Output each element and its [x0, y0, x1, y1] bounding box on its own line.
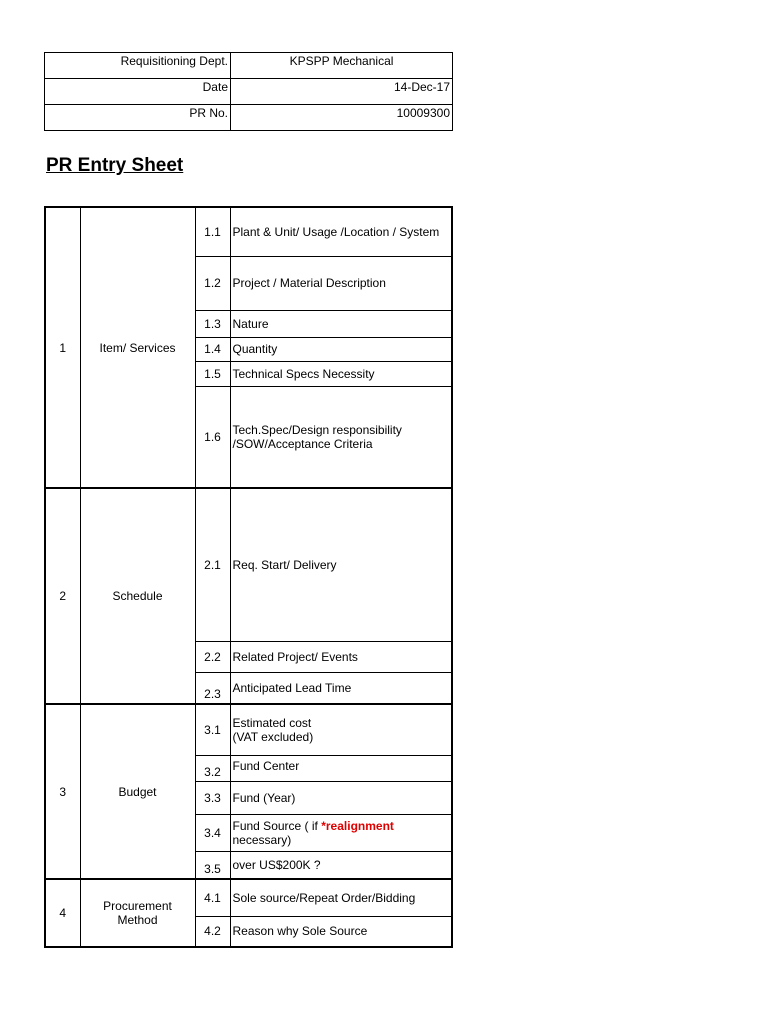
item-description: Nature	[230, 310, 452, 337]
table-row	[45, 207, 452, 256]
item-number: 1.2	[195, 256, 230, 310]
page-title: PR Entry Sheet	[46, 155, 184, 176]
item-description: Related Project/ Events	[230, 641, 452, 672]
section-number: 2	[45, 488, 80, 704]
item-number: 2.3	[195, 672, 230, 704]
item-description-line1: Estimated cost	[232, 715, 312, 730]
item-description: Quantity	[230, 337, 452, 361]
section-number: 3	[45, 704, 80, 879]
header-row-pr	[45, 105, 453, 131]
header-row-date	[45, 79, 453, 105]
pr-no-value: 10009300	[231, 105, 453, 131]
item-number: 2.1	[195, 488, 230, 641]
item-number: 3.5	[195, 851, 230, 879]
item-number: 3.3	[195, 781, 230, 814]
item-number: 1.3	[195, 310, 230, 337]
item-number: 3.4	[195, 814, 230, 851]
item-description: Anticipated Lead Time	[230, 672, 452, 704]
item-number: 1.6	[195, 386, 230, 488]
item-number: 3.2	[195, 755, 230, 781]
section-name: Procurement Method	[80, 879, 195, 947]
item-number: 4.1	[195, 879, 230, 916]
entry-table	[44, 206, 453, 948]
section-name: Budget	[80, 704, 195, 879]
item-description	[230, 704, 452, 755]
item-description: Sole source/Repeat Order/Bidding	[230, 879, 452, 916]
item-description: Fund Center	[230, 755, 452, 781]
item-description: Plant & Unit/ Usage /Location / System	[230, 207, 452, 256]
section-name: Item/ Services	[80, 207, 195, 488]
table-row	[45, 488, 452, 641]
fund-source-text: Fund Source ( if	[232, 818, 322, 833]
item-description: Technical Specs Necessity	[230, 361, 452, 386]
item-number: 2.2	[195, 641, 230, 672]
section-name: Schedule	[80, 488, 195, 704]
item-description: Tech.Spec/Design responsibility /SOW/Acceptance Criteria	[230, 386, 452, 488]
item-description: Fund (Year)	[230, 781, 452, 814]
table-row	[45, 879, 452, 916]
table-row	[45, 704, 452, 755]
item-number: 4.2	[195, 916, 230, 947]
item-number: 1.1	[195, 207, 230, 256]
item-description: Project / Material Description	[230, 256, 452, 310]
header-row-dept	[45, 53, 453, 79]
item-description-line2: (VAT excluded)	[232, 729, 314, 744]
item-description: Req. Start/ Delivery	[230, 488, 452, 641]
item-description	[230, 814, 452, 851]
date-label: Date	[45, 79, 231, 105]
header-table	[44, 52, 453, 131]
item-description-line2: necessary)	[232, 832, 292, 847]
item-description: over US$200K ?	[230, 851, 452, 879]
section-number: 4	[45, 879, 80, 947]
date-value: 14-Dec-17	[231, 79, 453, 105]
item-description-line1	[233, 819, 450, 833]
item-number: 1.4	[195, 337, 230, 361]
item-number: 3.1	[195, 704, 230, 755]
dept-value: KPSPP Mechanical	[231, 53, 453, 79]
section-number: 1	[45, 207, 80, 488]
pr-no-label: PR No.	[45, 105, 231, 131]
realignment-note: *realignment	[321, 818, 394, 833]
item-number: 1.5	[195, 361, 230, 386]
item-description: Reason why Sole Source	[230, 916, 452, 947]
dept-label: Requisitioning Dept.	[45, 53, 231, 79]
